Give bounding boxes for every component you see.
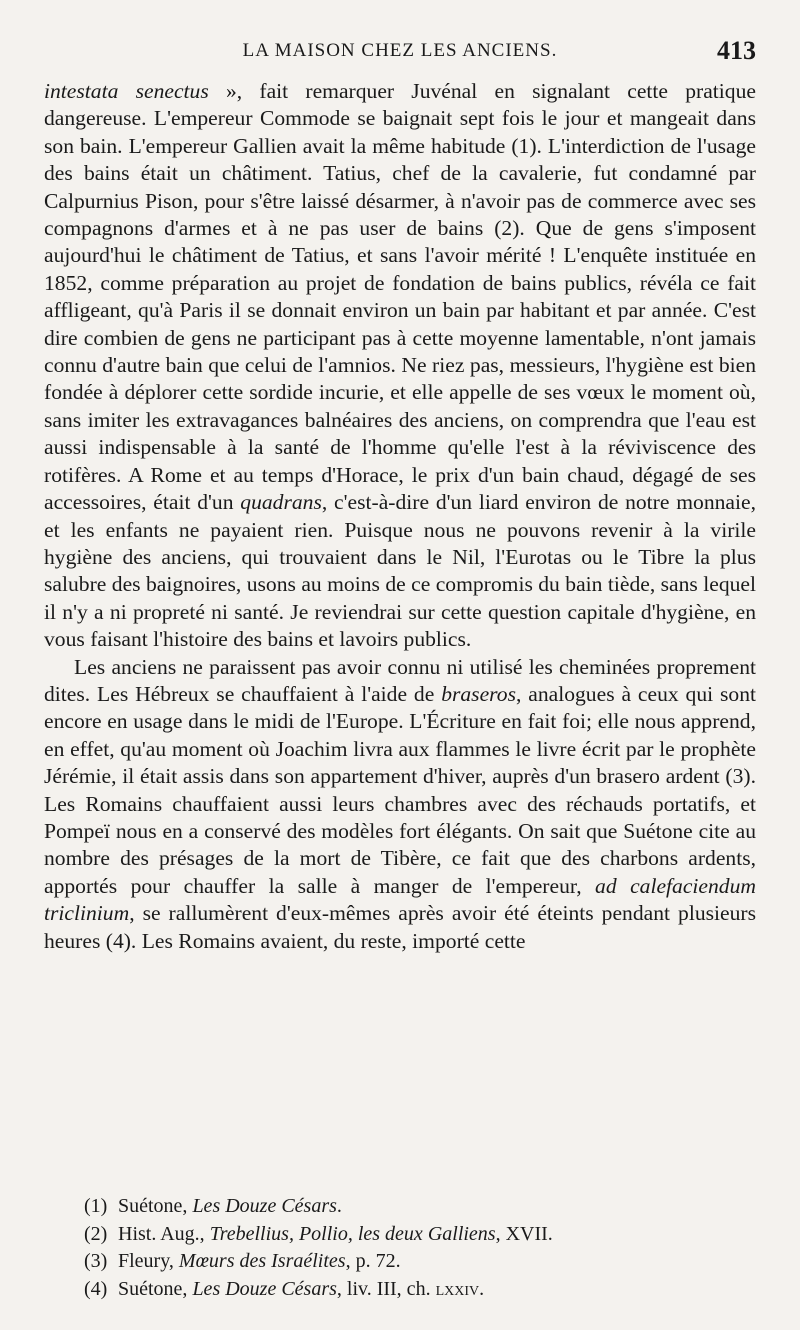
text-run: Les anciens ne paraissent pas avoir connu ni utilisé les cheminées proprement dites. Les Hébreux se chauffaient à l'aide de bbox=[44, 654, 756, 706]
italic-text: braseros bbox=[441, 681, 516, 706]
paragraph bbox=[44, 78, 756, 654]
footnote bbox=[84, 1193, 764, 1221]
text-run: , se rallumèrent d'eux-mêmes après avoir été éteints pendant plusieurs heures (4). Les Romains avaient, du reste, importé cette bbox=[44, 901, 756, 953]
footnote bbox=[84, 1248, 764, 1276]
text-run: Hist. Aug., bbox=[118, 1222, 210, 1245]
text-run: , liv. III, ch. bbox=[336, 1277, 436, 1300]
text-run: , c'est-à-dire d'un liard environ de notre monnaie, et les enfants ne payaient rien. Puisque nous ne pouvons revenir à la virile hygiène des anciens, qui trouvaient dans le Nil, l'Eurotas ou le Tibre la plus salubre des baignoires, usons au moins de ce compromis du bain tiède, sans lequel il n'y a ni propreté ni santé. Je reviendrai sur cette question capitale d'hygiène, en vous faisant l'histoire des bains et lavoirs publics. bbox=[44, 490, 756, 652]
footnote-marker: (4) bbox=[84, 1277, 108, 1300]
page-number: 413 bbox=[717, 36, 756, 65]
text-run: , XVII. bbox=[495, 1222, 553, 1245]
paragraph bbox=[44, 654, 756, 955]
body-text bbox=[44, 78, 756, 955]
text-run: », fait remarquer Juvénal en signalant cette pratique dangereuse. L'empereur Commode se baignait sept fois le jour et mangeait dans son bain. L'empereur Gallien avait la même habitude (1). L'interdiction de l'usage des bains était un châtiment. Tatius, chef de la cavalerie, fut condamné par Calpurnius Pison, pour s'être laissé désarmer, à n'avoir pas de commerce avec ses compagnons d'armes et à ne pas user de bains (2). Que de gens s'imposent aujourd'hui le châtiment de Tatius, et sans l'avoir mérité ! L'enquête instituée en 1852, comme préparation au projet de fondation de bains publics, révéla ce fait affligeant, qu'à Paris il se donnait environ un bain par habitant et par année. C'est dire combien de gens ne participant pas à cette moyenne lamentable, n'ont jamais connu d'autre bain que celui de l'amnios. Ne riez pas, messieurs, l'hygiène est bien fondée à déplorer cette sordide incurie, et elle appelle de ses vœux le moment où, sans imiter les extravagances balnéaires des anciens, on comprendra que l'eau est aussi indispensable à la santé de l'homme qu'elle l'est à la réviviscence des rotifères. A Rome et au temps d'Horace, le prix d'un bain chaud, dégagé de ses accessoires, était d'un bbox=[44, 79, 756, 515]
italic-text: Les Douze Césars bbox=[192, 1195, 337, 1217]
footnote-marker: (1) bbox=[84, 1195, 108, 1217]
footnote bbox=[84, 1276, 764, 1304]
text-run: , p. 72. bbox=[345, 1250, 401, 1272]
italic-text: Mœurs des Israélites bbox=[178, 1250, 346, 1272]
text-run: Suétone, bbox=[118, 1195, 193, 1217]
italic-text: Les Douze Césars bbox=[192, 1277, 337, 1300]
text-run: . bbox=[336, 1195, 342, 1217]
footnotes bbox=[84, 1193, 764, 1303]
italic-text: ad calefaciendum triclinium bbox=[44, 873, 756, 926]
text-run: lxxiv bbox=[435, 1277, 480, 1300]
italic-text: intestata senectus bbox=[44, 79, 209, 103]
footnote-marker: (2) bbox=[84, 1222, 108, 1245]
running-title: LA MAISON CHEZ LES ANCIENS. bbox=[242, 40, 558, 61]
italic-text: Trebellius, Pollio, les deux Galliens bbox=[209, 1222, 496, 1245]
text-run: Suétone, bbox=[118, 1277, 193, 1300]
text-run: . bbox=[479, 1277, 485, 1300]
text-run: , analogues à ceux qui sont encore en usage dans le midi de l'Europe. L'Écriture en fait foi; elle nous apprend, en effet, qu'au moment où Joachim livra aux flammes le livre écrit par le prophète Jérémie, il était assis dans son appartement d'hiver, auprès d'un brasero ardent (3). Les Romains chauffaient aussi leurs chambres avec des réchauds portatifs, et Pompeï nous en a conservé des modèles fort élégants. On sait que Suétone cite au nombre des présages de la mort de Tibère, ce fait que des charbons ardents, apportés pour chauffer la salle à manger de l'empereur, bbox=[44, 681, 757, 898]
text-run: Fleury, bbox=[118, 1250, 179, 1272]
footnote-marker: (3) bbox=[84, 1250, 108, 1272]
page-header bbox=[40, 36, 760, 72]
italic-text: quadrans bbox=[240, 490, 322, 515]
footnote bbox=[84, 1221, 764, 1249]
